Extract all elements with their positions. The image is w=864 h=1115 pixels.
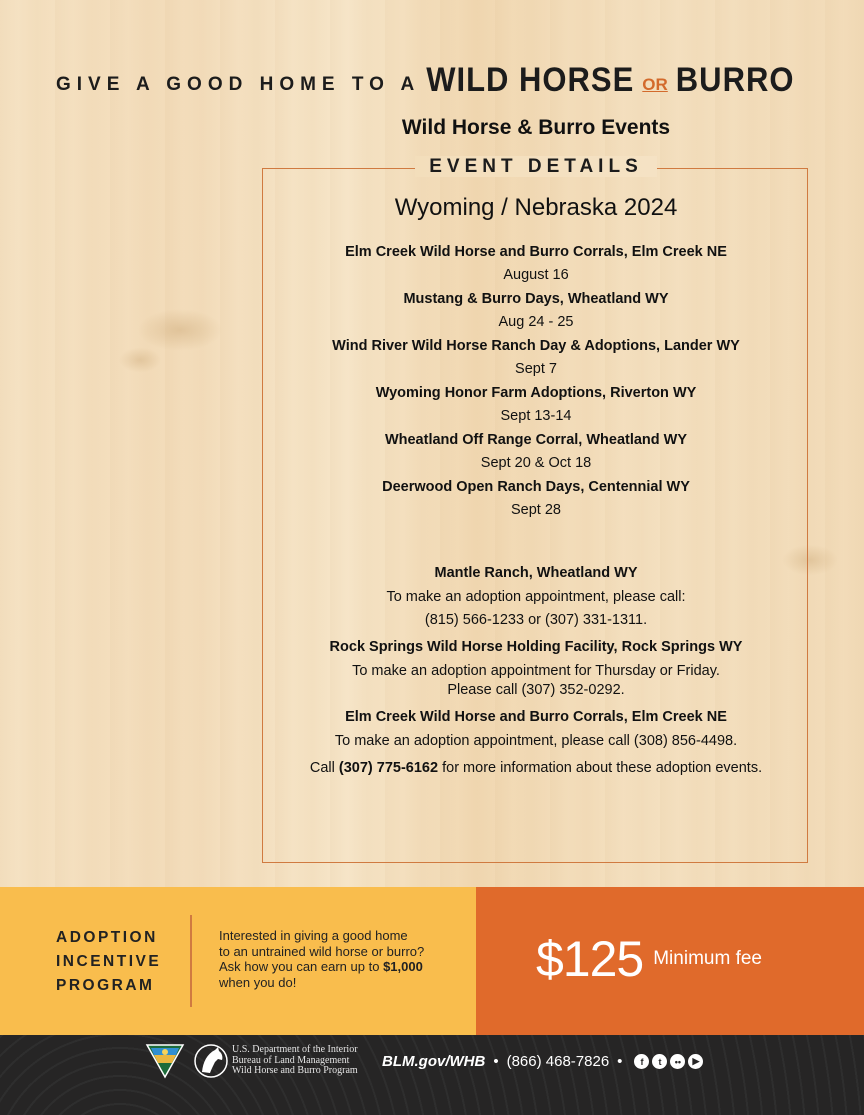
event-item [262,381,810,428]
social-icons [634,1054,703,1069]
headline-or: OR [642,75,668,94]
event-item [262,287,810,334]
flickr-icon[interactable]: •• [670,1054,685,1069]
event-name: Wheatland Off Range Corral, Wheatland WY [384,432,688,448]
incentive-text-line: to an untrained wild horse or burro? [219,943,425,959]
appointment-name: Elm Creek Wild Horse and Burro Corrals, Elm Creek NE [345,709,727,725]
facebook-icon[interactable]: f [634,1054,649,1069]
appointment-phone: Please call (307) 352-0292. [447,682,625,698]
appointment-line: To make an adoption appointment, please call (308) 856-4498. [334,733,738,749]
appointment-name: Mantle Ranch, Wheatland WY [434,565,638,581]
page-subtitle: Wild Horse & Burro Events [401,116,671,139]
section-title [262,156,810,178]
event-date: Sept 7 [515,361,557,377]
event-date: August 16 [503,267,569,283]
headline-wild-horse: WILD HORSE [426,59,635,100]
call-suffix: for more information about these adoption events. [442,760,763,776]
fee-label: Minimum fee [653,948,762,969]
event-item [262,240,810,287]
event-date: Sept 13-14 [500,408,572,424]
event-name: Mustang & Burro Days, Wheatland WY [403,291,669,307]
incentive-title [56,926,161,998]
incentive-divider [190,915,192,1007]
call-info [262,760,810,776]
website-link[interactable]: BLM.gov/WHB [382,1053,486,1070]
appointment-phone: (815) 566-1233 or (307) 331-1311. [424,612,648,628]
appointment-line: To make an adoption appointment for Thursday or Friday. [352,663,720,679]
event-date: Sept 28 [511,502,561,518]
appointment-text [262,662,810,700]
twitter-icon[interactable]: t [652,1054,667,1069]
separator: • [617,1053,623,1070]
region-title: Wyoming / Nebraska 2024 [394,194,678,221]
incentive-text-line [219,959,469,975]
incentive-title-line: ADOPTION [56,929,158,946]
youtube-icon[interactable]: ▶ [688,1054,703,1069]
agency-line: Bureau of Land Management [232,1054,350,1066]
event-name: Wind River Wild Horse Ranch Day & Adoptions, Lander WY [332,338,740,354]
appointment-item [262,706,810,751]
separator: • [493,1053,499,1070]
headline-spaced: GIVE A GOOD HOME TO A [56,74,421,95]
appointment-item [262,636,810,700]
event-item [262,334,810,381]
call-phone[interactable]: (307) 775-6162 [338,760,439,776]
event-date: Sept 20 & Oct 18 [480,455,592,471]
minimum-fee [536,930,762,988]
wild-horse-logo-icon [193,1042,229,1080]
incentive-text-line: Interested in giving a good home [219,928,408,943]
footer [0,1035,864,1115]
footer-contact [382,1053,703,1070]
agency-line: U.S. Department of the Interior [232,1044,358,1055]
event-name: Deerwood Open Ranch Days, Centennial WY [382,479,690,495]
headline-burro: BURRO [675,59,795,100]
agency-name [232,1045,358,1077]
event-item [262,428,810,475]
incentive-text [219,928,469,990]
appointment-name: Rock Springs Wild Horse Holding Facility, Rock Springs WY [329,639,743,655]
blm-logo-icon [145,1043,185,1079]
appointment-text [262,588,810,630]
appointment-text [262,732,810,751]
fee-amount: $125 [536,931,644,987]
incentive-title-line: INCENTIVE [56,953,162,970]
event-item [262,475,810,522]
section-title-text: EVENT DETAILS [415,156,657,177]
appointment-item [262,562,810,630]
incentive-amount: $1,000 [383,959,423,974]
event-name: Wyoming Honor Farm Adoptions, Riverton WY [375,385,697,401]
event-date: Aug 24 - 25 [498,314,574,330]
appointments-list [262,562,810,757]
event-name: Elm Creek Wild Horse and Burro Corrals, Elm Creek NE [345,244,727,260]
call-prefix: Call [309,760,335,776]
headline [56,59,816,106]
events-list [262,240,810,522]
incentive-title-line: PROGRAM [56,977,155,994]
incentive-text-prefix: Ask how you can earn up to [219,959,380,974]
agency-line: Wild Horse and Burro Program [232,1065,358,1076]
footer-phone[interactable]: (866) 468-7826 [506,1053,610,1070]
incentive-text-line: when you do! [219,974,297,990]
appointment-line: To make an adoption appointment, please call: [386,589,686,605]
